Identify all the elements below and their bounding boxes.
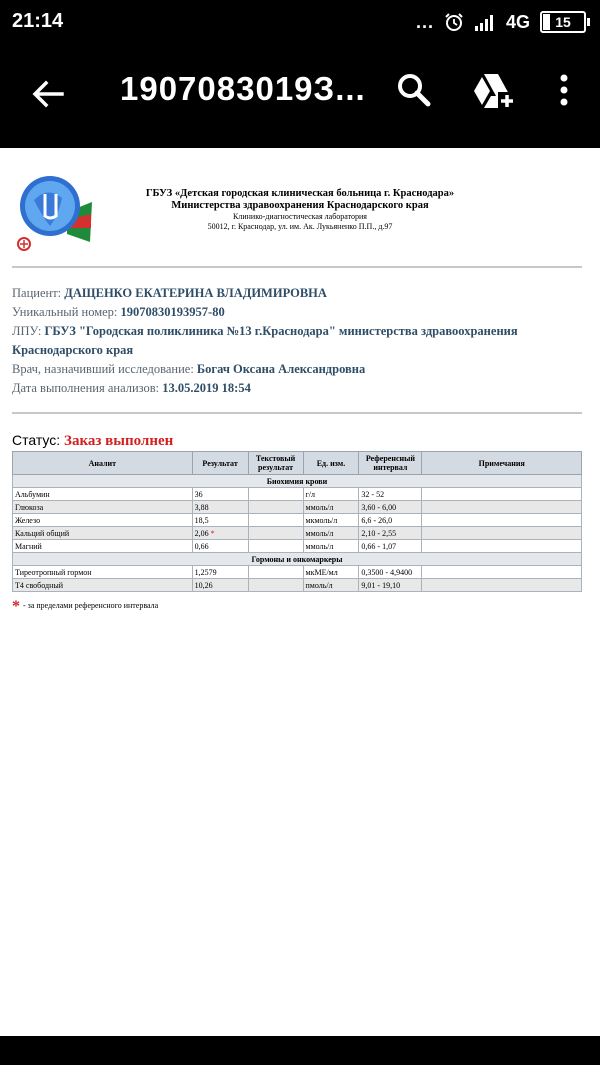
lpu-name: ГБУЗ "Городская поликлиника №13 г.Краснодара" министерства здравоохранения Краснодарского края xyxy=(12,324,518,357)
org-lab: Клинико-диагностическая лаборатория xyxy=(233,212,367,221)
more-options-icon[interactable] xyxy=(550,68,578,112)
organization-block xyxy=(110,188,490,232)
table-row: Т4 свободный 10,26 пмоль/л 9,01 - 19,10 xyxy=(13,579,582,592)
battery-level: 15 xyxy=(555,14,571,30)
results-table xyxy=(12,451,582,592)
navigation-bar xyxy=(0,1036,600,1065)
battery-icon xyxy=(540,11,586,33)
section-row: Биохимия крови xyxy=(13,475,582,488)
col-unit: Ед. изм. xyxy=(303,452,359,475)
col-result: Результат xyxy=(192,452,248,475)
col-analyte: Аналит xyxy=(13,452,193,475)
network-type: 4G xyxy=(505,11,530,32)
org-name: ГБУЗ «Детская городская клиническая больница г. Краснодара» xyxy=(145,188,455,199)
divider xyxy=(12,412,582,414)
divider xyxy=(12,266,582,268)
patient-row: Пациент: ДАЩЕНКО ЕКАТЕРИНА ВЛАДИМИРОВНА xyxy=(12,286,327,300)
asterisk-icon: * xyxy=(12,598,20,615)
document-page xyxy=(0,148,600,1036)
col-text-result: Текстовый результат xyxy=(248,452,303,475)
section-row: Гормоны и онкомаркеры xyxy=(13,553,582,566)
patient-info xyxy=(12,284,592,398)
org-ministry: Министерства здравоохранения Краснодарского края xyxy=(171,200,429,211)
unique-number-row: Уникальный номер: 19070830193957-80 xyxy=(12,305,225,319)
analysis-date: 13.05.2019 18:54 xyxy=(162,381,251,395)
doctor-name: Богач Оксана Александровна xyxy=(196,362,366,376)
app-toolbar xyxy=(0,44,600,148)
search-icon[interactable] xyxy=(392,68,436,112)
document-header xyxy=(0,168,600,258)
table-row: Кальций общий 2,06 * ммоль/л 2,10 - 2,55 xyxy=(13,527,582,540)
back-arrow-icon[interactable] xyxy=(26,72,70,116)
table-row: Железо 18,5 мкмоль/л 6,6 - 26,0 xyxy=(13,514,582,527)
order-status: Статус: Заказ выполнен xyxy=(12,432,174,449)
footnote: * - за пределами референсного интервала xyxy=(12,598,159,615)
notification-dots-icon: ... xyxy=(415,11,434,32)
table-row: Альбумин 36 г/л 32 - 52 xyxy=(13,488,582,501)
table-row: Тиреотропный гормон 1,2579 мкМЕ/мл 0,3500 - 4,9400 xyxy=(13,566,582,579)
status-badge: Заказ выполнен xyxy=(64,433,174,449)
org-address: 50012, г. Краснодар, ул. им. Ак. Лукьяненко П.П., д.97 xyxy=(207,222,393,231)
status-icons xyxy=(416,8,586,36)
table-row: Магний 0,66 ммоль/л 0,66 - 1,07 xyxy=(13,540,582,553)
signal-icon xyxy=(474,13,496,31)
unique-number: 19070830193957-80 xyxy=(120,305,225,319)
table-row: Глюкоза 3,88 ммоль/л 3,60 - 6,00 xyxy=(13,501,582,514)
add-to-drive-icon[interactable] xyxy=(468,68,516,112)
lpu-row: ЛПУ: ГБУЗ "Городская поликлиника №13 г.Краснодара" министерства здравоохранения Краснодарского края xyxy=(12,324,518,357)
document-title: 1907083019З... xyxy=(120,70,366,107)
table-header-row xyxy=(13,452,582,475)
patient-name: ДАЩЕНКО ЕКАТЕРИНА ВЛАДИМИРОВНА xyxy=(64,286,327,300)
doctor-row: Врач, назначивший исследование: Богач Оксана Александровна xyxy=(12,362,366,376)
col-reference: Референсный интервал xyxy=(359,452,422,475)
col-notes: Примечания xyxy=(422,452,582,475)
clock: 21:14 xyxy=(12,10,64,32)
date-row: Дата выполнения анализов: 13.05.2019 18:54 xyxy=(12,381,251,395)
status-bar xyxy=(0,0,600,44)
out-of-range-flag: * xyxy=(210,528,215,538)
alarm-icon xyxy=(444,12,464,32)
hospital-logo-icon xyxy=(12,172,104,254)
